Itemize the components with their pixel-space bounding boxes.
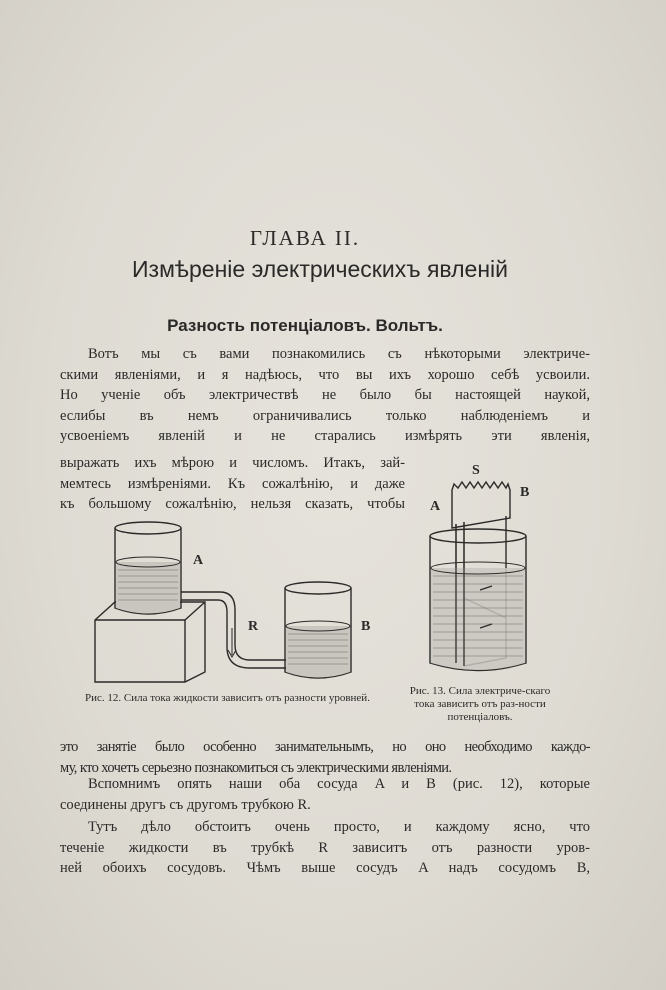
text-line: ней обоихъ сосудовъ. Чѣмъ выше сосудъ A надъ сосудомъ B, [60, 860, 590, 876]
paragraph-intro-narrow [60, 453, 405, 515]
figure-13-caption: Рис. 13. Сила электриче-скаго тока зависитъ отъ раз-ности потенціаловъ. [409, 685, 551, 723]
chapter-title: Измѣреніе электрическихъ явленій [132, 256, 508, 282]
text-line: мемтесь измѣреніями. Къ сожалѣнію, и даже [60, 475, 405, 492]
text-line: Вотъ мы съ вами познакомились съ нѣкоторыми электриче- [88, 346, 590, 362]
chapter-number: ГЛАВА II. [249, 226, 361, 250]
text-line: усвоеніемъ явленій и не старались измѣрять эти явленія, [60, 428, 590, 444]
paragraph-intro [60, 344, 590, 447]
figure-13-cell [420, 458, 550, 683]
paragraph-continuation [60, 737, 590, 778]
text-line: скими явленіями, и я надѣюсь, что вы ихъ хорошо себѣ усвоили. [60, 366, 590, 383]
figure-13-label-s: S [472, 463, 480, 478]
text-line: теченіе жидкости въ трубкѣ R зависитъ отъ разности уров- [60, 839, 590, 856]
text-line: соединены другъ съ другомъ трубкою R. [60, 796, 311, 813]
figure-12-illustration [90, 520, 390, 685]
figure-12-label-r: R [248, 619, 259, 634]
figure-13-label-a: A [430, 499, 441, 514]
text-line: Вспомнимъ опять наши оба сосуда A и B (рис. 12), которые [88, 776, 590, 792]
paragraph-flow [60, 817, 590, 879]
text-line: это занятіе было особенно занимательнымъ, но оно необходимо каждо- [60, 739, 590, 755]
text-line: му, кто хочетъ серьезно познакомиться съ электрическими явленіями. [60, 759, 452, 776]
figure-12-label-a: A [193, 553, 204, 568]
figure-13-label-b: B [520, 485, 530, 500]
paragraph-vessels [60, 774, 590, 815]
figure-13-illustration [420, 458, 550, 683]
figure-12-caption: Рис. 12. Сила тока жидкости зависитъ отъ разности уровней. [85, 692, 370, 704]
text-line: Тутъ дѣло обстоитъ очень просто, и каждому ясно, что [88, 819, 590, 835]
text-line: къ большому сожалѣнію, нельзя сказать, чтобы [60, 496, 405, 512]
figure-12-label-b: B [361, 619, 371, 634]
text-line: еслибы въ немъ ограничивались только наблюденіемъ и [60, 407, 590, 424]
figure-12-vessels [90, 520, 390, 685]
text-line: Но ученіе объ электричествѣ не было бы настоящей наукой, [60, 387, 590, 403]
section-title: Разность потенціаловъ. Вольтъ. [167, 316, 443, 335]
text-line: выражать ихъ мѣрою и числомъ. Итакъ, зай- [60, 455, 405, 471]
